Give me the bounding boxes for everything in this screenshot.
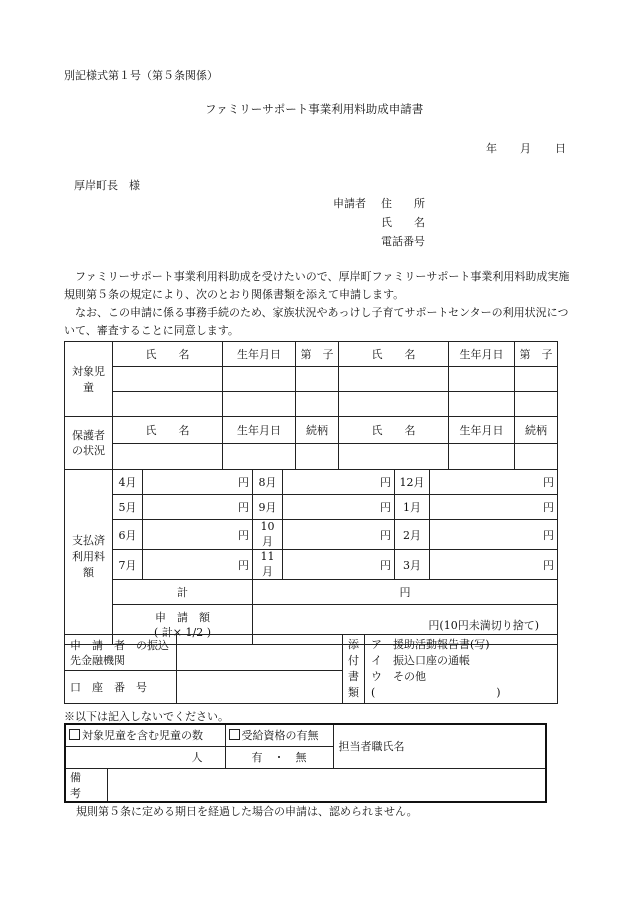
date-day-label: 日 [555,142,566,155]
child-order-field[interactable] [296,367,339,392]
account-field[interactable] [177,671,343,704]
amount-field[interactable]: 円 [143,520,253,550]
amount-field[interactable]: 円 [430,550,558,580]
total-field[interactable]: 円 [253,580,558,605]
month-label: 7月 [113,550,143,580]
attachment-list [365,635,558,704]
amount-field[interactable]: 円 [143,470,253,495]
child-count-checkbox[interactable] [69,729,80,740]
paid-fees-label: 支払済利用料額 [65,470,113,645]
month-label: 3月 [395,550,430,580]
guardian-relation-field[interactable] [515,444,558,470]
guardian-dob-header-2: 生年月日 [449,417,515,444]
footer-note: 規則第５条に定める期日を経過した場合の申請は、認められません。 [76,805,418,818]
child-order-field[interactable] [515,367,558,392]
guardian-name-header: 氏 名 [113,417,223,444]
paid-fees-table [64,469,558,645]
month-label: 4月 [113,470,143,495]
date-month-label: 月 [520,142,531,155]
attachment-item: イ 振込口座の通帳 [371,654,470,667]
month-label: 8月 [253,470,283,495]
page-title: ファミリーサポート事業利用料助成申請書 [205,102,424,116]
office-use-note: ※以下は記入しないでください。 [64,710,229,723]
child-order-field[interactable] [296,392,339,417]
form-number: 別記様式第１号（第５条関係） [64,69,218,82]
guardian-relation-field[interactable] [296,444,339,470]
child-name-field[interactable] [113,367,223,392]
child-name-field[interactable] [339,392,449,417]
month-label: 9月 [253,495,283,520]
bank-attachment-table [64,634,558,704]
staff-name-label: 担当者職氏名 [333,724,546,768]
amount-field[interactable]: 円 [283,470,395,495]
addressee: 厚岸町長 様 [74,179,140,192]
child-dob-header: 生年月日 [223,342,296,367]
child-dob-field[interactable] [223,392,296,417]
applicant-label: 申請者 [333,197,366,210]
request-amount-field[interactable]: 円(10円未満切り捨て) [253,605,558,645]
child-order-field[interactable] [515,392,558,417]
amount-field[interactable]: 円 [143,495,253,520]
address-label: 住 所 [381,197,425,210]
amount-field[interactable]: 円 [283,495,395,520]
child-dob-header-2: 生年月日 [449,342,515,367]
attachment-item: ウ その他( ) [371,670,501,699]
guardian-relation-header-2: 続柄 [515,417,558,444]
child-label: 対象児童 [65,342,113,417]
guardian-relation-header: 続柄 [296,417,339,444]
amount-field[interactable]: 円 [430,520,558,550]
month-label: 6月 [113,520,143,550]
month-label: 11月 [253,550,283,580]
month-label: 5月 [113,495,143,520]
month-label: 2月 [395,520,430,550]
child-name-header-2: 氏 名 [339,342,449,367]
eligibility-header [225,724,333,746]
request-amount-formula: ( 計× 1/2 ) [154,625,211,639]
amount-field[interactable]: 円 [430,495,558,520]
month-label: 1月 [395,495,430,520]
guardian-dob-header: 生年月日 [223,417,296,444]
eligibility-field[interactable]: 有 ・ 無 [225,746,333,768]
month-label: 12月 [395,470,430,495]
amount-field[interactable]: 円 [283,520,395,550]
remarks-label: 備 考 [65,768,107,802]
attachment-label: 添付書類 [343,635,365,704]
guardian-name-field[interactable] [113,444,223,470]
office-use-table [64,723,547,803]
guardian-name-field[interactable] [339,444,449,470]
amount-field[interactable]: 円 [143,550,253,580]
guardian-label: 保護者の状況 [65,417,113,470]
child-dob-field[interactable] [449,392,515,417]
bank-field[interactable] [177,635,343,671]
bank-label: 申 請 者 の振込先金融機関 [65,635,177,671]
child-dob-field[interactable] [449,367,515,392]
consent-paragraph-1: ファミリーサポート事業利用料助成を受けたいので、厚岸町ファミリーサポート事業利用料助成実施規則第５条の規定により、次のとおり関係書類を添えて申請します。 [64,270,570,301]
account-label: 口 座 番 号 [65,671,177,704]
child-count-field[interactable]: 人 [65,746,225,768]
child-count-label: 対象児童を含む児童の数 [82,729,203,743]
child-guardian-table [64,341,558,470]
month-label: 10月 [253,520,283,550]
guardian-dob-field[interactable] [223,444,296,470]
guardian-name-header-2: 氏 名 [339,417,449,444]
date-year-label: 年 [486,142,497,155]
child-order-header: 第 子 [296,342,339,367]
eligibility-checkbox[interactable] [229,729,240,740]
child-name-field[interactable] [113,392,223,417]
child-count-header [65,724,225,746]
guardian-dob-field[interactable] [449,444,515,470]
child-order-header-2: 第 子 [515,342,558,367]
name-label: 氏 名 [381,216,425,229]
amount-field[interactable]: 円 [283,550,395,580]
amount-field[interactable]: 円 [430,470,558,495]
eligibility-label: 受給資格の有無 [241,729,319,743]
request-amount-title: 申 請 額 [155,610,210,624]
total-label: 計 [113,580,253,605]
phone-label: 電話番号 [381,235,425,248]
consent-paragraph-2: なお、この申請に係る事務手続のため、家族状況やあっけし子育てサポートセンターの利用状況について、審査することに同意します。 [64,306,569,337]
child-name-header: 氏 名 [113,342,223,367]
child-name-field[interactable] [339,367,449,392]
attachment-item: ア 援助活動報告書(写) [371,638,490,651]
remarks-field[interactable] [107,768,546,802]
child-dob-field[interactable] [223,367,296,392]
